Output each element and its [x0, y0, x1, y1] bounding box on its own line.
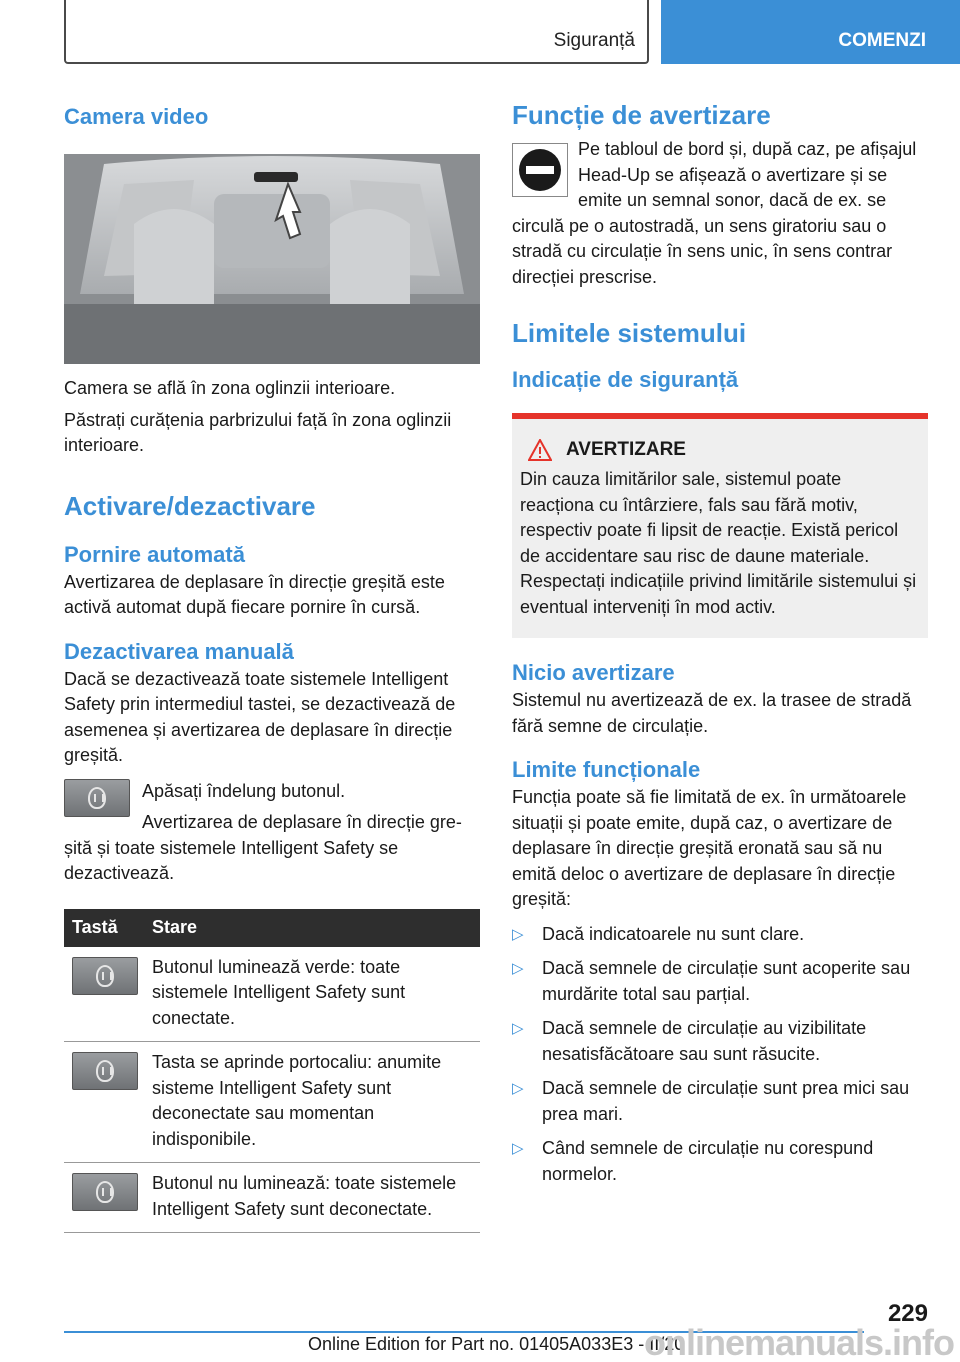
- table-header-key: Tastă: [64, 909, 144, 947]
- no-entry-icon: [512, 143, 568, 197]
- camera-cleaning-text: Păstrați curățenia parbrizului față în zona oglinzii interioare.: [64, 409, 452, 455]
- press-button-step: [64, 779, 480, 836]
- manual-deactivation-title: Dezactivarea manuală: [64, 638, 294, 664]
- safety-note-title: Indicație de siguranță: [512, 367, 739, 392]
- functional-limits-text: Funcția poate să fie limitată de ex. în următoarele situații și poate emite, după caz, o avertizare de deplasare în direcție greșită eronată sau să nu emită deloc o avertizare de deplasare în direcție greșită:: [512, 787, 907, 909]
- table-row: [64, 947, 480, 1042]
- intelligent-safety-button-icon: [72, 957, 138, 995]
- camera-photo: [64, 154, 480, 364]
- header-section-label: Siguranță: [553, 30, 635, 51]
- list-item: ▷ Dacă semnele de circulație sunt prea mici sau prea mari.: [512, 1078, 910, 1124]
- warning-function-block: [512, 137, 928, 290]
- table-header-state: Stare: [144, 909, 480, 947]
- header-chapter-label: COMENZI: [838, 30, 926, 51]
- list-item: ▷ Când semnele de circulație nu corespund normelor.: [512, 1138, 874, 1184]
- left-column: [64, 100, 480, 1233]
- manual-deactivation-text: Dacă se dezactivează toate sistemele Intelligent Safety prin intermediul tastei, se dezactivează de asemenea și avertizarea de deplasare în direcție greșită.: [64, 668, 456, 765]
- table-row: [64, 1163, 480, 1233]
- warning-function-text: Pe tabloul de bord și, după caz, pe afișajul Head-Up se afișează o avertizare și se emite un semnal sonor, dacă de ex. se circulă pe o autostradă, un sens giratoriu sau o stradă cu circulație în sens unic, în sens contrar direcției prescrise.: [512, 139, 917, 287]
- deactivation-result-text-b: șită și toate sistemele Intelligent Safety se dezactivează.: [64, 837, 399, 883]
- deactivation-result-text-a: Avertizarea de deplasare în direcție gre-: [142, 812, 462, 832]
- button-state-table: [64, 909, 480, 1234]
- warning-label: AVERTIZARE: [566, 439, 686, 460]
- warning-text: Din cauza limitărilor sale, sistemul poate reacționa cu întârziere, fals sau fără motiv, respectiv poate fi lipsit de reacție. Există pericol de accidentare sau risc de daune materiale. Respectați indicațiile privind limitările sistemului și eventual interveniți în mod activ.: [520, 469, 917, 617]
- intelligent-safety-button-icon: [64, 779, 130, 817]
- system-limits-title: Limitele sistemului: [512, 318, 747, 348]
- intelligent-safety-button-icon: [72, 1173, 138, 1211]
- press-button-text: Apăsați îndelung butonul.: [142, 780, 346, 801]
- no-warning-text: Sistemul nu avertizează de ex. la trasee de stradă fără semne de circulație.: [512, 690, 912, 736]
- header-section-tab: [64, 0, 649, 64]
- no-warning-title: Nicio avertizare: [512, 660, 675, 685]
- header-chapter-tab: [661, 0, 960, 64]
- list-item: ▷ Dacă semnele de circulație sunt acoperite sau murdărite total sau parțial.: [512, 958, 911, 1004]
- watermark: onlinemanuals.info: [643, 1322, 954, 1362]
- list-item: ▷ Dacă indicatoarele nu sunt clare.: [512, 922, 928, 948]
- auto-start-text: Avertizarea de deplasare în direcție greșită este activă automat după fiecare pornire în cursă.: [64, 571, 445, 617]
- auto-start-title: Pornire automată: [64, 541, 245, 567]
- camera-title: Camera video: [64, 104, 209, 129]
- list-item: ▷ Dacă semnele de circulație au vizibilitate nesatisfăcătoare sau sunt răsucite.: [512, 1018, 867, 1064]
- warning-triangle-icon: [528, 439, 552, 461]
- limits-list: [512, 922, 928, 1188]
- page-number: 229: [887, 1300, 928, 1327]
- right-column: [512, 100, 928, 1187]
- activation-title: Activare/dezactivare: [64, 490, 316, 521]
- intelligent-safety-button-icon: [72, 1052, 138, 1090]
- table-cell-state: Tasta se aprinde portocaliu: anumite sisteme Intelligent Safety sunt deconectate sau momentan indisponibile.: [144, 1042, 480, 1163]
- edition-text: Online Edition for Part no. 01405A033E3 - II/20: [308, 1334, 685, 1354]
- triangle-bullet-icon: ▷: [512, 1080, 524, 1097]
- functional-limits-title: Limite funcționale: [512, 757, 701, 782]
- triangle-bullet-icon: ▷: [512, 960, 524, 977]
- warning-box: [512, 413, 928, 638]
- camera-location-text: Camera se află în zona oglinzii interioare.: [64, 378, 396, 398]
- table-cell-state: Butonul nu luminează: toate sistemele Intelligent Safety sunt deconectate.: [144, 1163, 480, 1233]
- car-interior-illustration: [64, 154, 480, 364]
- triangle-bullet-icon: ▷: [512, 1140, 524, 1157]
- table-row: [64, 1042, 480, 1163]
- table-cell-state: Butonul luminează verde: toate sistemele Intelligent Safety sunt conectate.: [144, 947, 480, 1042]
- triangle-bullet-icon: ▷: [512, 925, 524, 943]
- triangle-bullet-icon: ▷: [512, 1020, 524, 1037]
- warning-function-title: Funcție de avertizare: [512, 100, 771, 130]
